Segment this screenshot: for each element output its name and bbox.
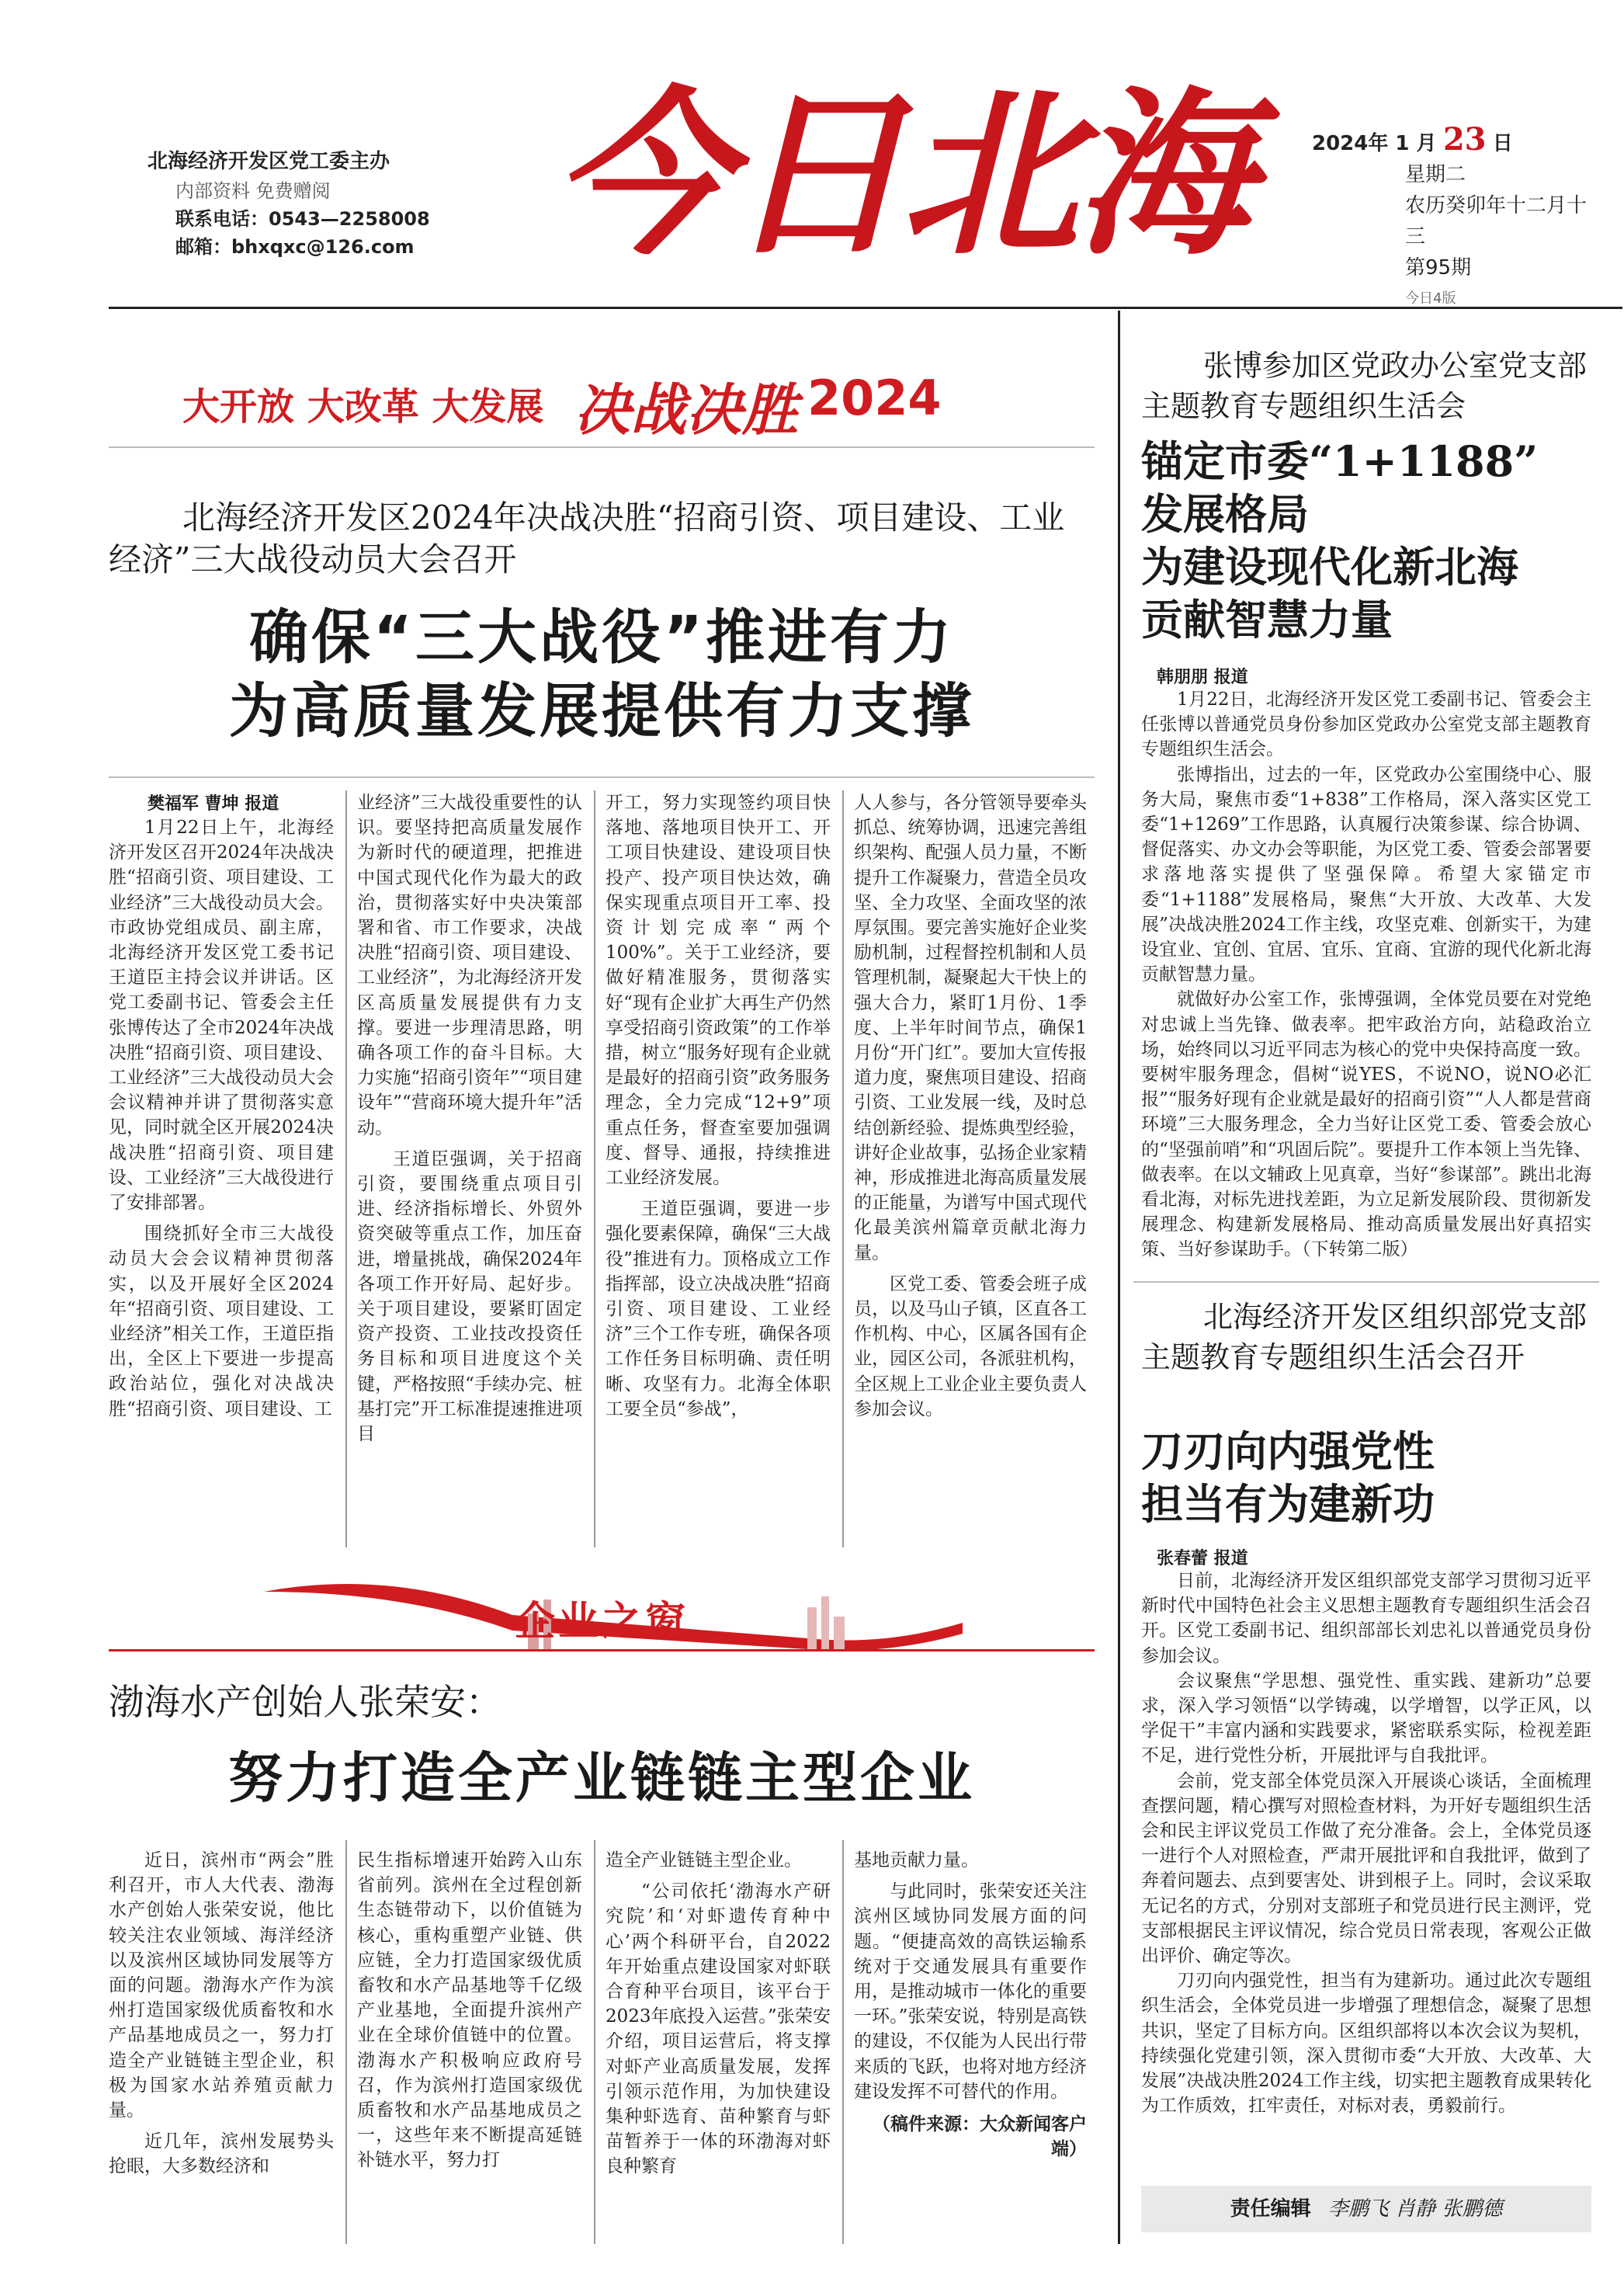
banner-year: 2024: [807, 370, 942, 426]
masthead-rule: [109, 307, 1622, 309]
article4-kicker: 北海经济开发区组织部党支部主题教育专题组织生活会召开: [1141, 1300, 1588, 1374]
column-divider: [594, 1840, 595, 2244]
editors-names: 李鹏飞 肖静 张鹏德: [1327, 2197, 1503, 2221]
paragraph: 围绕抓好全市三大战役动员大会会议精神贯彻落实，以及开展好全区2024年“招商引资、项目建设、工业经济”相关工作，王道臣指出，全区上下要进一步提高政治站位，强化对决战决胜“招商引资、项目建设、工: [109, 1224, 334, 1419]
article1-byline: 樊福军 曹坤 报道: [147, 794, 279, 814]
masthead-title: 今日北海: [553, 70, 1248, 280]
article4-byline: 张春蕾 报道: [1157, 1548, 1248, 1568]
article1-col3: [606, 790, 831, 1422]
banner-slogan: 大开放 大改革 大发展: [182, 385, 544, 429]
article3-body: [1141, 687, 1591, 1263]
column-divider: [345, 790, 347, 1547]
page-count: 今日4版: [1405, 290, 1456, 307]
date-prefix: 2024年 1 月: [1312, 132, 1437, 155]
phone: 联系电话：0543—2258008: [175, 208, 430, 230]
banner-rule: [109, 446, 1095, 448]
article2-col3: [606, 1848, 831, 2179]
sponsor: 北海经济开发区党工委主办: [147, 150, 390, 173]
internal-note: 内部资料 免费赠阅: [175, 180, 331, 202]
article1-kicker: 北海经济开发区2024年决战决胜“招商引资、项目建设、工业经济”三大战役动员大会召开: [109, 498, 1065, 578]
lunar-date: 农历癸卯年十二月十三: [1405, 194, 1588, 248]
column-divider: [594, 790, 595, 1547]
article4-body: [1141, 1568, 1591, 2118]
banner: [109, 365, 1095, 443]
paragraph: “公司依托‘渤海水产研究院’和‘对虾遗传育种中心’两个科研平台，自2022年开始重点建设国家对虾联合育种平台项目，该平台于2023年底投入运营。”张荣安介绍，项目运营后，将支撑对虾产业高质量发展，发挥引领示范作用，为加快建设集种虾选育、苗种繁育与虾苗暂养于一体的环渤海对虾良种繁育: [606, 1881, 831, 2177]
article1-col1: [109, 815, 334, 1422]
article3-headline-4: 贡献智慧力量: [1141, 595, 1393, 644]
paragraph: 业经济”三大战役重要性的认识。要坚持把高质量发展作为新时代的硬道理，把推进中国式现代化作为最大的政治，贯彻落实好中央决策部署和省、市工作要求，决战决胜“招商引资、项目建设、工业经济”，为北海经济开发区高质量发展提供有力支撑。要进一步理清思路，明确各项工作的奋斗目标。大力实施“招商引资年”“项目建设年”“营商环境大提升年”活动。: [357, 793, 582, 1138]
article2-col2: [357, 1848, 582, 2173]
article3-kicker: 张博参加区党政办公室党支部主题教育专题组织生活会: [1141, 349, 1588, 423]
paragraph: 开工，努力实现签约项目快落地、落地项目快开工、开工项目快建设、建设项目快投产、投产项目快达效，确保实现重点项目开工率、投资计划完成率“两个100%”。关于工业经济，要做好精准服务，贯彻落实好“现有企业扩大再生产仍然享受招商引资政策”的工作举措，树立“服务好现有企业就是最好的招商引资”政务服务理念，全力完成“12+9”项重点任务，督查室要加强调度、督导、通报，持续推进工业经济发展。: [606, 793, 831, 1189]
article4-headline-2: 担当有为建新功: [1141, 1479, 1435, 1529]
paragraph: 基地贡献力量。: [854, 1850, 979, 1870]
column-divider: [345, 1840, 347, 2244]
email: 邮箱：bhxqxc@126.com: [175, 236, 415, 258]
issue-number: 第95期: [1405, 256, 1472, 280]
paragraph: 王道臣强调，关于招商引资，要围绕重点项目引进、经济指标增长、外贸外资突破等重点工作，加压奋进，增量挑战，确保2024年各项工作开好局、起好步。关于项目建设，要紧盯固定资产投资、工业技改投资任务目标和项目进度这个关键，严格按照“手续办完、桩基打完”开工标准提速推进项目: [357, 1148, 582, 1445]
paragraph: 刀刃向内强党性，担当有为建新功。通过此次专题组织生活会，全体党员进一步增强了理想信念，凝聚了思想共识，坚定了目标方向。区组织部将以本次会议为契机，持续强化党建引领，深入贯彻市委“大开放、大改革、大发展”决战决胜2024工作主线，切实把主题教育成果转化为工作质效，扛牢责任，对标对表，勇毅前行。: [1141, 1971, 1591, 2117]
right-section-rule: [1133, 1281, 1599, 1283]
editors-label: 责任编辑: [1230, 2197, 1311, 2221]
paragraph: 近日，滨州市“两会”胜利召开，市人大代表、渤海水产创始人张荣安说，他比较关注农业领域、海洋经济以及滨州区域协同发展等方面的问题。渤海水产作为滨州打造国家级优质畜牧和水产品基地成员之一，努力打造全产业链链主型企业，积极为国家水站养殖贡献力量。: [109, 1850, 334, 2121]
banner-script: 决战决胜: [574, 377, 799, 443]
article1-col4: [854, 790, 1087, 1422]
paragraph: 人人参与，各分管领导要牵头抓总、统筹协调，迅速完善组织架构、配强人员力量，不断提升工作凝聚力，营造全员攻坚、全力攻坚、全面攻坚的浓厚氛围。要完善实施好企业奖励机制，过程督控机制和人员管理机制，凝聚起大干快上的强大合力，紧盯1月份、1季度、上半年时间节点，确保1月份“开门红”。要加大宣传报道力度，聚焦项目建设、招商引资、工业发展一线，及时总结创新经验、提炼典型经验，讲好企业故事，弘扬企业家精神，形成推进北海高质量发展的正能量，为谱写中国式现代化最美滨州篇章贡献北海力量。: [854, 793, 1087, 1263]
paragraph: 王道臣强调，要进一步强化要素保障，确保“三大战役”推进有力。顶格成立工作指挥部，设立决战决胜“招商引资、项目建设、工业经济”三个工作专班，确保各项工作任务目标明确、责任明晰、攻坚有力。北海全体职工要全员“参战”，: [606, 1199, 831, 1419]
article2-headline: 努力打造全产业链链主型企业: [228, 1745, 975, 1810]
article1-col2: [357, 790, 582, 1447]
article3-headline-2: 发展格局: [1141, 489, 1309, 539]
paragraph: 与此同时，张荣安还关注滨州区域协同发展方面的问题。“便捷高效的高铁运输系统对于交通发展具有重要作用，是推动城市一体化的重要一环。”张荣安说，特别是高铁的建设，不仅能为人民出行带来质的飞跃，也将对地方经济建设发挥不可替代的作用。: [854, 1881, 1087, 2102]
issue-date: [1312, 121, 1591, 159]
paragraph: 1月22日上午，北海经济开发区召开2024年决战决胜“招商引资、项目建设、工业经济”三大战役动员大会。市政协党组成员、副主席，北海经济开发区党工委书记王道臣主持会议并讲话。区党工委副书记、管委会主任张博传达了全市2024年决战决胜“招商引资、项目建设、工业经济”三大战役动员大会会议精神并讲了贯彻落实意见，同时就全区开展2024决战决胜“招商引资、项目建设、工业经济”三大战役进行了安排部署。: [109, 818, 334, 1214]
article4-headline: [1141, 1425, 1607, 1530]
article3-byline: 韩朋朋 报道: [1157, 667, 1248, 687]
article4-headline-1: 刀刃向内强党性: [1141, 1426, 1435, 1476]
paragraph: 就做好办公室工作，张博强调，全体党员要在对党绝对忠诚上当先锋、做表率。把牢政治方向，站稳政治立场，始终同以习近平同志为核心的党中央保持高度一致。要树牢服务理念，倡树“说YES，不说NO，说NO必汇报”“服务好现有企业就是最好的招商引资”“人人都是营商环境”三大服务理念，全力当好让区党工委、管委会放心的“坚强前哨”和“巩固后院”。要提升工作本领上当先锋、做表率。在以文辅政上见真章，当好“参谋部”。跳出北海看北海，对标先进找差距，为立足新发展阶段、贯彻新发展理念、构建新发展格局、推动高质量发展出好真招实策、当好参谋助手。（下转第二版）: [1141, 989, 1591, 1260]
paragraph: 1月22日，北海经济开发区党工委副书记、管委会主任张博以普通党员身份参加区党政办公室党支部主题教育专题组织生活会。: [1141, 689, 1591, 760]
paragraph: 会前，党支部全体党员深入开展谈心谈话，全面梳理查摆问题，精心撰写对照检查材料，为开好专题组织生活会和民主评议党员工作做了充分准备。会上，全体党员逐一进行个人对照检查，严肃开展批评和自我批评，做到了奔着问题去、点到要害处、讲到根子上。同时，会议采取无记名的方式，分别对支部班子和党员进行民主测评，党支部根据民主评议情况，综合党员日常表现，客观公正做出评价、确定等次。: [1141, 1770, 1591, 1967]
section-window-label: 企业之窗: [514, 1599, 689, 1645]
date-suffix: 日: [1492, 132, 1513, 155]
section-window-banner: [109, 1568, 1095, 1662]
weekday: 星期二: [1405, 163, 1466, 186]
article3-headline-3: 为建设现代化新北海: [1141, 542, 1518, 592]
editors-box: [1141, 2186, 1591, 2232]
paragraph: 张博指出，过去的一年，区党政办公室围绕中心、服务大局，聚焦市委“1+838”工作格局，深入落实区党工委“1+1269”工作思路，认真履行决策参谋、综合协调、督促落实、办文办会等职能，为区党工委、管委会部署要求落地落实提供了坚强保障。希望大家锚定市委“1+1188”发展格局，聚焦“大开放、大改革、大发展”决战决胜2024工作主线，攻坚克难、创新实干，为建设宜业、宜创、宜居、宜乐、宜商、宜游的现代化新北海贡献智慧力量。: [1141, 764, 1591, 985]
date-day: 23: [1442, 121, 1487, 158]
masthead-left: [147, 148, 489, 261]
paragraph: 民生指标增速开始跨入山东省前列。滨州在全过程创新生态链带动下，以价值链为核心，重构重塑产业链、供应链，全力打造国家级优质畜牧和水产品基地等千亿级产业基地，全面提升滨州产业在全球价值链中的位置。渤海水产积极响应政府号召，作为滨州打造国家级优质畜牧和水产品基地成员之一，这些年来不断提高延链补链水平，努力打: [357, 1850, 582, 2171]
article1-headline-1: 确保“三大战役”推进有力: [249, 603, 954, 672]
article3-headline: [1141, 435, 1607, 646]
article2-source: （稿件来源：大众新闻客户端）: [873, 2113, 1087, 2160]
column-divider: [842, 1840, 844, 2244]
masthead-right: [1312, 121, 1591, 314]
column-divider: [842, 790, 844, 1547]
article2-col4: [854, 1848, 1087, 2162]
paragraph: 区党工委、管委会班子成员，以及马山子镇，区直各工作机构、中心，区属各国有企业，园区公司，各派驻机构，全区规上工业企业主要负责人参加会议。: [854, 1273, 1087, 1419]
paragraph: 日前，北海经济开发区组织部党支部学习贯彻习近平新时代中国特色社会主义思想主题教育专题组织生活会召开。区党工委副书记、组织部部长刘忠礼以普通党员身份参加会议。: [1141, 1571, 1591, 1666]
article3-headline-1: 锚定市委“1+1188”: [1141, 436, 1539, 486]
article1-headline-2: 为高质量发展提供有力支撑: [229, 676, 974, 745]
paragraph: 近几年，滨州发展势头抢眼，大多数经济和: [109, 2131, 334, 2177]
article2-col1: [109, 1848, 334, 2179]
paragraph: 造全产业链链主型企业。: [606, 1850, 802, 1870]
right-column-divider: [1118, 311, 1120, 2244]
article1-headline-rule: [109, 776, 1095, 778]
article2-kicker: 渤海水产创始人张荣安：: [109, 1681, 501, 1723]
paragraph: 会议聚焦“学思想、强党性、重实践、建新功”总要求，深入学习领悟“以学铸魂，以学增智，以学正风，以学促干”丰富内涵和实践要求，紧密联系实际，检视差距不足，进行党性分析，开展批评与自我批评。: [1141, 1670, 1591, 1766]
